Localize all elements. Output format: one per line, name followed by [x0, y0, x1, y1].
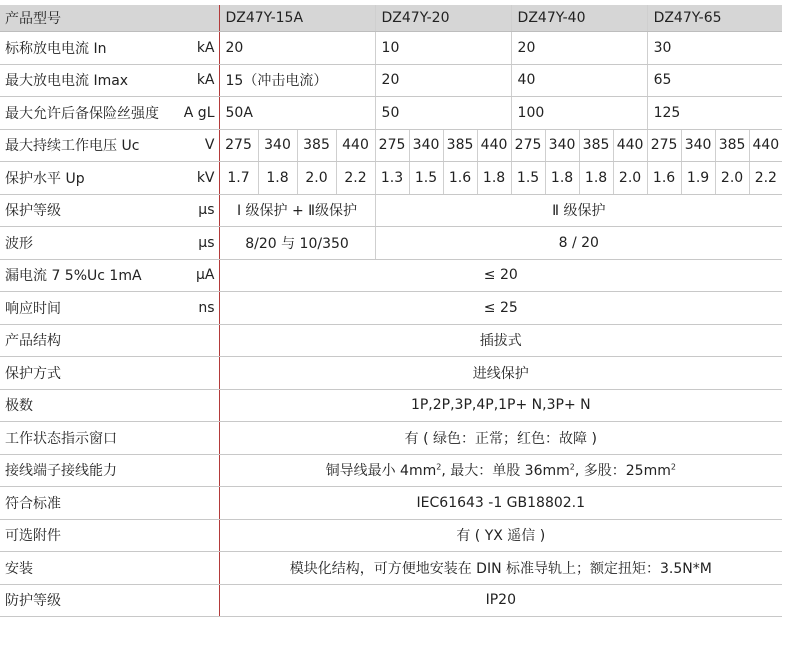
- row-status-window: [0, 422, 782, 455]
- row-label: 极数: [0, 389, 183, 422]
- row-label: 产品结构: [0, 324, 183, 357]
- level-cell: 1.6: [647, 162, 681, 195]
- row-label: 保护等级: [0, 194, 183, 227]
- row-unit: kV: [183, 162, 219, 195]
- model-15a: DZ47Y-15A: [219, 5, 375, 32]
- row-standard: [0, 487, 782, 520]
- cell-value: 进线保护: [219, 357, 782, 390]
- row-response: [0, 292, 782, 325]
- row-unit: [183, 552, 219, 585]
- row-label: 保护方式: [0, 357, 183, 390]
- model-20: DZ47Y-20: [375, 5, 511, 32]
- row-label: 漏电流 7 5%Uc 1mA: [0, 259, 183, 292]
- header-row: [0, 5, 782, 32]
- level-cell: 1.5: [409, 162, 443, 195]
- cell-value: 30: [647, 32, 782, 65]
- voltage-cell: 440: [336, 129, 375, 162]
- cell-value: 20: [511, 32, 647, 65]
- row-unit: [183, 584, 219, 617]
- row-label: 防护等级: [0, 584, 183, 617]
- row-label: 最大允许后备保险丝强度: [0, 97, 183, 130]
- row-waveform: [0, 227, 782, 260]
- row-unit: μs: [183, 227, 219, 260]
- row-label: 可选附件: [0, 519, 183, 552]
- row-unit: A gL: [183, 97, 219, 130]
- row-unit: kA: [183, 32, 219, 65]
- row-unit: kA: [183, 64, 219, 97]
- row-installation: [0, 552, 782, 585]
- cell-value: 8 / 20: [375, 227, 782, 260]
- cell-value: Ⅱ 级保护: [375, 194, 782, 227]
- model-40: DZ47Y-40: [511, 5, 647, 32]
- row-protection-mode: [0, 357, 782, 390]
- voltage-cell: 340: [409, 129, 443, 162]
- level-cell: 2.0: [613, 162, 647, 195]
- level-cell: 1.6: [443, 162, 477, 195]
- voltage-cell: 440: [613, 129, 647, 162]
- cell-value: 40: [511, 64, 647, 97]
- voltage-cell: 340: [545, 129, 579, 162]
- cell-value: 125: [647, 97, 782, 130]
- row-fuse: [0, 97, 782, 130]
- row-label: 响应时间: [0, 292, 183, 325]
- cell-value: 20: [219, 32, 375, 65]
- cell-value: 50: [375, 97, 511, 130]
- row-accessory: [0, 519, 782, 552]
- row-unit: [183, 519, 219, 552]
- cell-value: ≤ 25: [219, 292, 782, 325]
- row-poles: [0, 389, 782, 422]
- level-cell: 2.0: [715, 162, 749, 195]
- cell-value: 65: [647, 64, 782, 97]
- cell-value: 100: [511, 97, 647, 130]
- level-cell: 1.3: [375, 162, 409, 195]
- voltage-cell: 440: [477, 129, 511, 162]
- row-unit: [183, 454, 219, 487]
- voltage-cell: 340: [681, 129, 715, 162]
- row-unit: μA: [183, 259, 219, 292]
- cell-value: IEC61643 -1 GB18802.1: [219, 487, 782, 520]
- row-label: 工作状态指示窗口: [0, 422, 183, 455]
- row-max-voltage: [0, 129, 782, 162]
- cell-value: 20: [375, 64, 511, 97]
- voltage-cell: 340: [258, 129, 297, 162]
- spec-table: [0, 5, 782, 617]
- level-cell: 2.0: [297, 162, 336, 195]
- cell-value: 1P,2P,3P,4P,1P+ N,3P+ N: [219, 389, 782, 422]
- level-cell: 1.5: [511, 162, 545, 195]
- row-protection-class: [0, 194, 782, 227]
- cell-value: 插拔式: [219, 324, 782, 357]
- row-unit: ns: [183, 292, 219, 325]
- row-label: 安装: [0, 552, 183, 585]
- voltage-cell: 440: [749, 129, 782, 162]
- voltage-cell: 385: [579, 129, 613, 162]
- row-label: 标称放电电流 In: [0, 32, 183, 65]
- voltage-cell: 385: [715, 129, 749, 162]
- voltage-cell: 385: [297, 129, 336, 162]
- voltage-cell: 275: [375, 129, 409, 162]
- header-label: 产品型号: [0, 5, 183, 32]
- row-label: 波形: [0, 227, 183, 260]
- terminal-sup3: 2: [670, 462, 676, 472]
- voltage-cell: 275: [647, 129, 681, 162]
- row-terminal: [0, 454, 782, 487]
- row-unit: [183, 357, 219, 390]
- model-65: DZ47Y-65: [647, 5, 782, 32]
- terminal-sup1: 2: [436, 462, 442, 472]
- terminal-part2: , 最大：单股 36mm: [441, 463, 570, 480]
- voltage-cell: 275: [219, 129, 258, 162]
- cell-value: 10: [375, 32, 511, 65]
- level-cell: 1.8: [579, 162, 613, 195]
- row-unit: V: [183, 129, 219, 162]
- row-label: 最大放电电流 Imax: [0, 64, 183, 97]
- row-ip: [0, 584, 782, 617]
- cell-value: [219, 454, 782, 487]
- row-leakage: [0, 259, 782, 292]
- row-unit: [183, 487, 219, 520]
- terminal-part3: , 多股：25mm: [574, 463, 671, 480]
- cell-value: 15（冲击电流）: [219, 64, 375, 97]
- header-unit: [183, 5, 219, 32]
- cell-value: 模块化结构，可方便地安装在 DIN 标准导轨上；额定扭矩：3.5N*M: [219, 552, 782, 585]
- level-cell: 1.8: [258, 162, 297, 195]
- cell-value: 有 ( 绿色：正常；红色：故障 ): [219, 422, 782, 455]
- cell-value: 有 ( YX 遥信 ): [219, 519, 782, 552]
- row-label: 接线端子接线能力: [0, 454, 183, 487]
- row-label: 保护水平 Up: [0, 162, 183, 195]
- cell-value: 8/20 与 10/350: [219, 227, 375, 260]
- level-cell: 1.8: [545, 162, 579, 195]
- level-cell: 2.2: [336, 162, 375, 195]
- cell-value: Ⅰ 级保护 + Ⅱ级保护: [219, 194, 375, 227]
- row-label: 符合标准: [0, 487, 183, 520]
- level-cell: 1.9: [681, 162, 715, 195]
- row-unit: [183, 389, 219, 422]
- row-structure: [0, 324, 782, 357]
- terminal-part1: 铜导线最小 4mm: [325, 463, 437, 480]
- level-cell: 1.8: [477, 162, 511, 195]
- cell-value: ≤ 20: [219, 259, 782, 292]
- terminal-sup2: 2: [569, 462, 575, 472]
- row-unit: [183, 324, 219, 357]
- row-label: 最大持续工作电压 Uc: [0, 129, 183, 162]
- voltage-cell: 275: [511, 129, 545, 162]
- cell-value: 50A: [219, 97, 375, 130]
- row-protection-level: [0, 162, 782, 195]
- row-nominal-current: [0, 32, 782, 65]
- level-cell: 1.7: [219, 162, 258, 195]
- level-cell: 2.2: [749, 162, 782, 195]
- row-unit: μs: [183, 194, 219, 227]
- cell-value: IP20: [219, 584, 782, 617]
- row-unit: [183, 422, 219, 455]
- voltage-cell: 385: [443, 129, 477, 162]
- row-max-current: [0, 64, 782, 97]
